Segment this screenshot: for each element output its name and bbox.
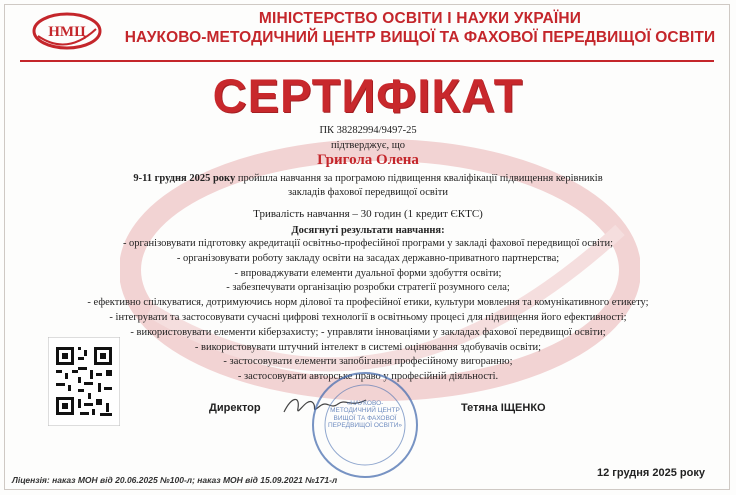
confirms-text: підтверджує, що — [330, 140, 406, 151]
center-name: НАУКОВО-МЕТОДИЧНИЙ ЦЕНТР ВИЩОЇ ТА ФАХОВОЇ ПЕРЕДВИЩОЇ ОСВІТИ — [124, 29, 716, 46]
result-item: - організовувати підготовку акредитації освітньо-професійної програми у закладі фахової передвищої освіти; — [122, 238, 614, 249]
logo-text: НМЦ — [48, 24, 86, 40]
result-item: - забезпечувати організацію розробки стратегії розумного села; — [226, 282, 510, 294]
results-heading: Досягнуті результати навчання: — [291, 225, 445, 236]
program-line-2: закладів фахової передвищої освіти — [288, 187, 448, 198]
nmc-logo — [32, 11, 102, 51]
result-item: - ефективно спілкуватися, дотримуючись норм ділової та професійної етики, культури мовлення та комунікативного етикету; — [87, 297, 649, 309]
program-line-1 — [0, 173, 736, 184]
result-item: - застосовувати авторське право у професійній діяльності. — [237, 371, 499, 383]
director-label: Директор — [209, 402, 261, 414]
issue-date: 12 грудня 2025 року — [597, 467, 705, 479]
header-divider — [20, 60, 714, 62]
program-text: пройшла навчання за програмою підвищення кваліфікації підвищення керівників — [235, 173, 603, 184]
result-item: - застосовувати елементи запобігання професійному вигоранню; — [223, 356, 513, 368]
result-item: - використовувати елементи кіберзахисту; - управляти інноваціями у закладах фахової передвищої освіти; — [130, 326, 606, 338]
certificate-title: СЕРТИФІКАТ — [212, 69, 524, 122]
director-name: Тетяна ІЩЕНКО — [461, 402, 546, 414]
ministry-name: МІНІСТЕРСТВО ОСВІТИ І НАУКИ УКРАЇНИ — [258, 10, 582, 27]
program-dates: 9-11 грудня 2025 року — [133, 173, 236, 184]
stamp-text: «НАУКОВО-МЕТОДИЧНИЙ ЦЕНТР ВИЩОЇ ТА ФАХОВОЇ ПЕРЕДВИЩОЇ ОСВІТИ» — [328, 400, 402, 430]
result-item: - використовувати штучний інтелект в системі оцінювання здобувачів освіти; — [194, 341, 542, 353]
result-item: - інтегрувати та застосовувати сучасні цифрові технології в освітньому процесі для підвищення його ефективності; — [109, 311, 627, 323]
qr-code[interactable] — [48, 337, 120, 426]
official-stamp — [305, 370, 425, 480]
result-item: - впроваджувати елементи дуальної форми здобуття освіти; — [234, 267, 502, 279]
recipient-name: Григола Олена — [317, 152, 419, 168]
duration: Тривалість навчання – 30 годин (1 кредит ЄКТС) — [253, 208, 483, 220]
certificate-number: ПК 38282994/9497-25 — [319, 125, 417, 136]
license-text: Ліцензія: наказ МОН від 20.06.2025 №100-л; наказ МОН від 15.09.2021 №171-л — [12, 475, 338, 485]
result-item: - організовувати роботу закладу освіти на засадах державно-приватного партнерства; — [176, 252, 560, 264]
